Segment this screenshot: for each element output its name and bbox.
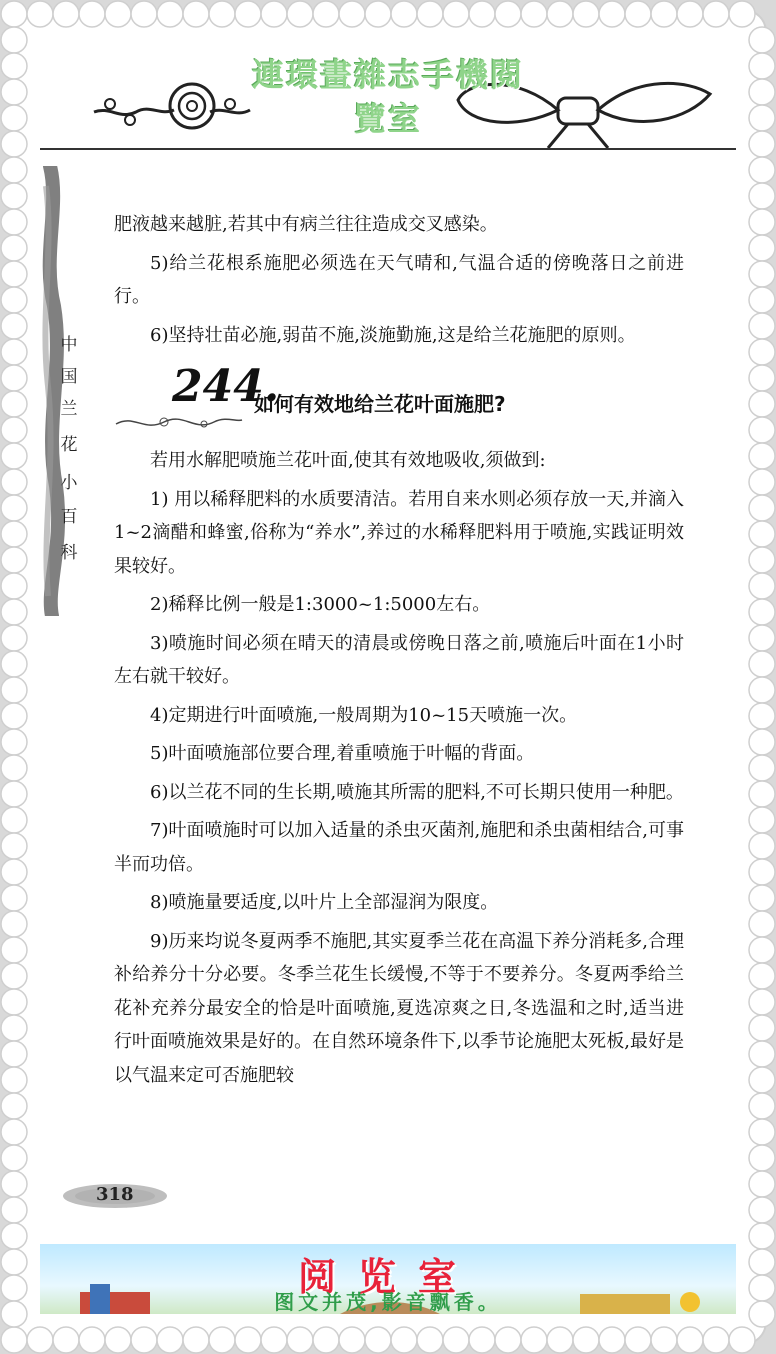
paragraph: 7)叶面喷施时可以加入适量的杀虫灭菌剂,施肥和杀虫菌相结合,可事半而功倍。 xyxy=(114,820,684,875)
paragraph: 3)喷施时间必须在晴天的清晨或傍晚日落之前,喷施后叶面在1小时左右就干较好。 xyxy=(114,632,684,687)
banner-title: 阅览室 xyxy=(297,1255,478,1299)
paragraph: 若用水解肥喷施兰花叶面,使其有效地吸收,须做到: xyxy=(150,450,546,471)
paragraph: 9)历来均说冬夏两季不施肥,其实夏季兰花在高温下养分消耗多,合理补给养分十分必要。冬季兰花生长缓慢,不等于不要养分。冬夏两季给兰花补充养分最安全的恰是叶面喷施,夏选凉爽之日,冬选温和之时,适当进行叶面喷施效果是好的。在自然环境条件下,以季节论施肥太死板,最好是以气温来定可否施肥较 xyxy=(114,930,684,1086)
paragraph: 肥液越来越脏,若其中有病兰往往造成交叉感染。 xyxy=(114,214,498,235)
paragraph: 6)坚持壮苗必施,弱苗不施,淡施勤施,这是给兰花施肥的原则。 xyxy=(150,324,636,346)
header-title-line1: 連環畫雜志手機閱 xyxy=(251,56,524,94)
reading-room-banner xyxy=(40,1244,736,1314)
page-number-badge xyxy=(60,1178,170,1214)
question-title: 如何有效地给兰花叶面施肥? xyxy=(254,392,506,416)
paragraph: 2)稀释比例一般是1:3000~1:5000左右。 xyxy=(150,594,491,615)
page-content xyxy=(114,208,684,1097)
header-divider xyxy=(40,148,736,150)
paragraph: 5)给兰花根系施肥必须选在天气晴和,气温合适的傍晚落日之前进行。 xyxy=(114,252,684,307)
page-header xyxy=(40,40,736,150)
paragraph: 1) 用以稀释肥料的水质要清洁。若用自来水则必须存放一天,并滴入1~2滴醋和蜂蜜,俗称为“养水”,养过的水稀释肥料用于喷施,实践证明效果较好。 xyxy=(114,488,684,577)
sidebar-char: 中 xyxy=(60,335,78,355)
sidebar-char: 科 xyxy=(60,543,78,563)
paragraph: 5)叶面喷施部位要合理,着重喷施于叶幅的背面。 xyxy=(150,743,535,764)
page-number: 318 xyxy=(96,1184,134,1205)
flourish-ornament xyxy=(114,412,244,434)
header-title-line2: 覽室 xyxy=(353,100,422,138)
paragraph: 4)定期进行叶面喷施,一般周期为10~15天喷施一次。 xyxy=(150,704,578,726)
paragraph: 6)以兰花不同的生长期,喷施其所需的肥料,不可长期只使用一种肥。 xyxy=(150,781,684,803)
question-number: 244. xyxy=(172,361,280,412)
banner-subtitle: 图文并茂,影音飘香。 xyxy=(274,1290,502,1314)
sidebar-char: 兰 xyxy=(60,399,78,419)
paragraph: 8)喷施量要适度,以叶片上全部湿润为限度。 xyxy=(150,892,499,913)
sidebar-char: 小 xyxy=(60,473,78,493)
sidebar-char: 花 xyxy=(60,435,78,455)
question-heading xyxy=(114,361,684,436)
sidebar-char: 国 xyxy=(60,367,78,387)
sidebar-char: 百 xyxy=(60,507,78,527)
